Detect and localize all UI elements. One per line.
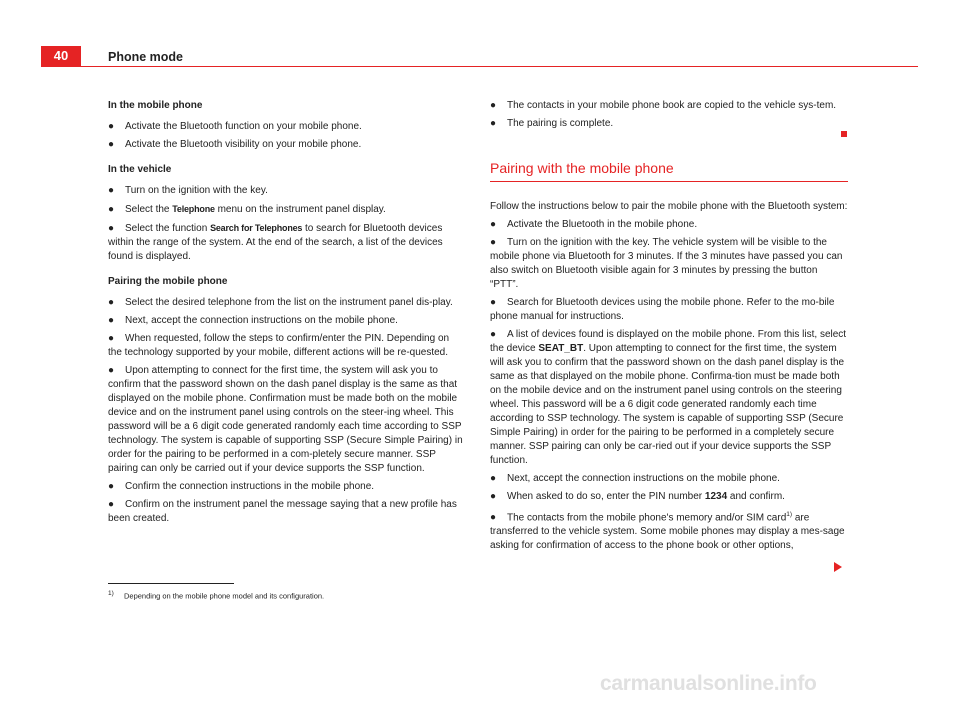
footnote-ref[interactable]: 1): [786, 511, 793, 518]
pin-number: 1234: [704, 491, 728, 502]
list-item: ● Search for Bluetooth devices using the mobile phone. Refer to the mo-bile phone manual for instructions.: [490, 297, 835, 322]
list-item: ● When requested, follow the steps to confirm/enter the PIN. Depending on the technology supported by your mobile, different actions will be re-quested.: [108, 333, 450, 358]
list-item: ● Upon attempting to connect for the first time, the system will ask you to confirm that the password shown on the dash panel display is the same as that displayed on the mobile phone. Confirmation must be made both on the mobile device and on the instrument panel using controls on the steer-ing wheel. This password will be a 6 digit code generated randomly each time according to SSP technology. The system is capable of supporting SSP (Secure Simple Pairing) in order for the pairing to be performed in a com-pletely secure manner. SSP pairing can only be carried out if your device supports the SSP function.: [108, 365, 463, 474]
function-name-search: Search for Telephones: [210, 223, 303, 233]
right-column: [490, 99, 848, 557]
section-rule: [490, 181, 848, 182]
list-item: ● Activate the Bluetooth visibility on your mobile phone.: [108, 139, 362, 150]
section-title: Pairing with the mobile phone: [490, 160, 674, 176]
subheading-pairing: Pairing the mobile phone: [108, 276, 228, 287]
list-item: ● Select the function Search for Telephones to search for Bluetooth devices within the range of the system. At the end of the search, a list of the devices found is displayed.: [108, 223, 443, 262]
list-item: ● When asked to do so, enter the PIN number 1234 and confirm.: [490, 491, 785, 502]
subheading-in-mobile-phone: In the mobile phone: [108, 100, 203, 111]
list-item: ● Select the desired telephone from the list on the instrument panel dis-play.: [108, 297, 453, 308]
list-item: ● The contacts from the mobile phone's memory and/or SIM card$^{1)}$ are transferred to the vehicle system. Some mobile phones may display a mes-sage asking for confirmation of access to the phone book or other options,: [490, 511, 845, 552]
section-end-marker-icon: [841, 131, 847, 137]
list-item: ● A list of devices found is displayed on the mobile phone. From this list, select the device SEAT_BT. Upon attempting to connect for the first time, the system will ask you to confirm that the password shown on the dash panel display is the same as that displayed on the mobile phone. Confirma-tion must be made both on the mobile device and on the instrument panel using controls on the steering wheel. This password will be a 6 digit code generated randomly each time according to SSP technology. The system is capable of supporting SSP (Secure Simple Pairing) in order for the pairing to be performed in a completely secure manner. SSP pairing can only be car-ried out if your device supports the SSP function.: [490, 329, 847, 466]
list-item: ● Confirm the connection instructions in the mobile phone.: [108, 481, 375, 492]
footnote-rule: [108, 583, 234, 584]
menu-name-telephone: Telephone: [172, 204, 215, 214]
list-item: ● Activate the Bluetooth function on your mobile phone.: [108, 121, 362, 132]
device-name: SEAT_BT: [538, 343, 584, 354]
continue-arrow-icon: [834, 562, 842, 572]
header-rule: [81, 66, 918, 67]
list-item: ● Next, accept the connection instructions on the mobile phone.: [108, 315, 398, 326]
list-item: ● The pairing is complete.: [490, 118, 614, 129]
footnote: 1) Depending on the mobile phone model and its configuration.: [108, 590, 325, 601]
subheading-in-vehicle: In the vehicle: [108, 164, 172, 175]
page-title: Phone mode: [108, 50, 184, 64]
list-item: ● Confirm on the instrument panel the message saying that a new profile has been created.: [108, 499, 457, 524]
page-number: 40: [53, 48, 69, 63]
list-item: ● Activate the Bluetooth in the mobile phone.: [490, 219, 698, 230]
list-item: ● Next, accept the connection instructions on the mobile phone.: [490, 473, 780, 484]
list-item: ● Select the Telephone menu on the instrument panel display.: [108, 204, 386, 215]
intro-text: Follow the instructions below to pair the mobile phone with the Bluetooth system:: [490, 201, 848, 212]
list-item: ● Turn on the ignition with the key.: [108, 185, 268, 196]
watermark: carmanualsonline.info: [600, 672, 817, 695]
list-item: ● The contacts in your mobile phone book are copied to the vehicle sys-tem.: [490, 100, 837, 111]
left-column: [108, 99, 463, 530]
list-item: ● Turn on the ignition with the key. The vehicle system will be visible to the mobile phone via Bluetooth for 3 minutes. If the 3 minutes have passed you can also switch on Bluetooth visible again for 3 minutes by pressing the button “PTT”.: [490, 237, 843, 290]
